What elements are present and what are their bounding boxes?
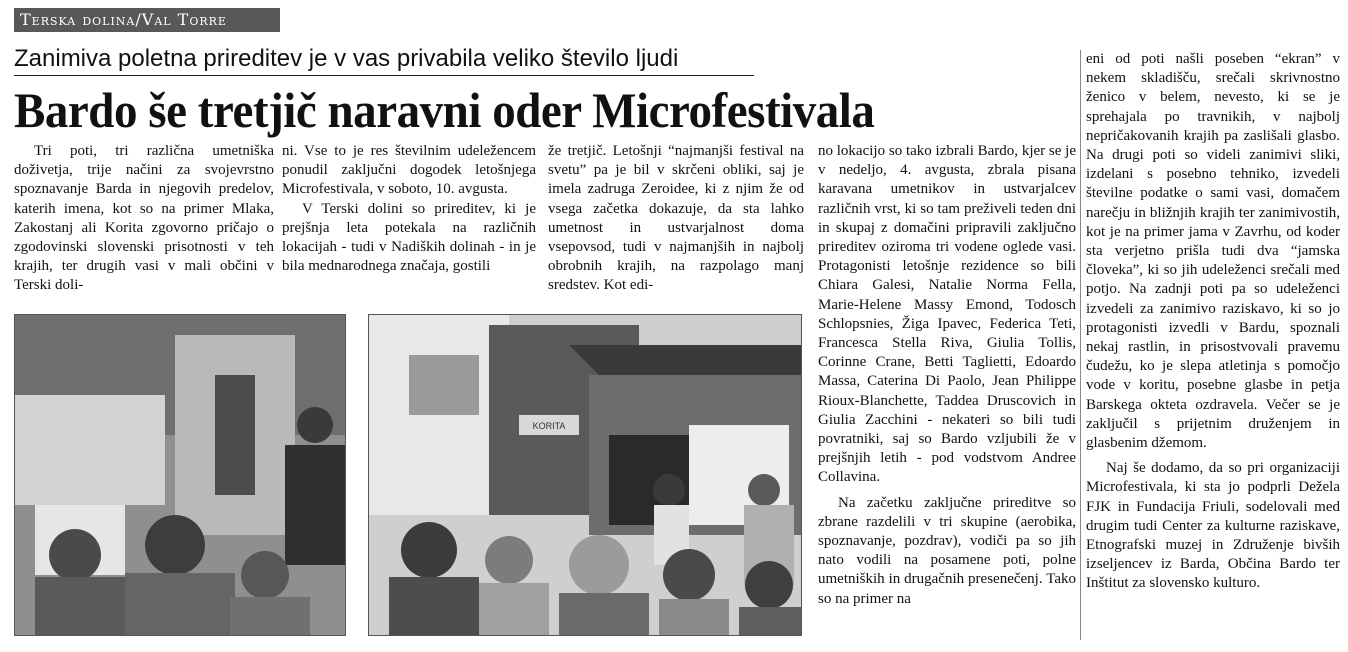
photo-people-indoors-illustration (15, 315, 346, 636)
article-column-2 (282, 142, 536, 294)
article-column-4 (818, 142, 1076, 636)
paragraph: Na začetku zaključne prireditve so zbrane razdelili v tri skupine (aerobika, spoznavanje, pozdrav), vodiči pa so jih nato vodili na posamene poti, polne umetniških in drugačnih presenečenj. Tako so na primer na (818, 494, 1076, 607)
article-column-5 (1086, 50, 1340, 640)
article-headline: Bardo še tretjič naravni oder Microfestivala (14, 82, 875, 138)
article-subhead: Zanimiva poletna prireditev je v vas privabila veliko število ljudi (14, 44, 754, 76)
paragraph: ni. Vse to je res številnim udeležencem ponudil zaključni dogodek letošnjega Microfestivala, v soboto, 10. avgusta. (282, 143, 536, 198)
photo-group-outside-wooden-house (368, 314, 802, 636)
paragraph: V Terski dolini so prireditev, ki je prejšnja leta potekala na različnih lokacijah - tudi v Nadiških dolinah - in je bila mednarodnega značaja, gostili (282, 200, 536, 275)
section-label: Terska dolina/Val Torre (14, 8, 280, 32)
article-column-3 (548, 142, 804, 294)
paragraph: eni od poti našli poseben “ekran” v nekem skladišču, srečali skrivnostno ženico v belem, nevesto, ki se je sprehajala po travnikih, v najbolj nepričakovanih krajih pa zaslišali glasbo. Na drugi poti so videli zanimivi sliki, izdelani s posebno tehniko, izvedeli številne podatke o sami vasi, domačem narečju in bližnjih krajih ter zanimivostih, kot je na primer jama v Zavrhu, od koder sta verjetno prišla tudi dva “jamska človeka”, ki so jih udeleženci srečali med potjo. Na zadnji poti pa so udeleženci izvedeli za zanimivo raziskavo, ki so jo protagonisti izvedli v Bardu, spoznali nekaj rastlin, in prisostvovali pravemu čudežu, ko je slepa atletinja s pomočjo vode v koritu, posebne glasbe in petja Barskega okteta ozdravela. Večer se je zaključil s prijetnim druženjem in glasbenim džemom. (1086, 51, 1340, 452)
paragraph: že tretjič. Letošnji “najmanjši festival na svetu” pa je bil v skrčeni obliki, saj je imela zadruga Zeroidee, ki z njim že od vsega začetka dokazuje, da sta lahko umetnost in ustvarjalnost doma vsepovsod, tudi v najmanjših in najbolj obrobnih krajih, na razpolago manj sredstev. Kot edi- (548, 143, 804, 294)
column-divider (1080, 50, 1081, 640)
paragraph: Naj še dodamo, da so pri organizaciji Microfestivala, ki sta jo podprli Dežela FJK in Fundacija Friuli, sodelovali med drugim tudi Center za kulturne raziskave, Etnografski muzej in Združenje bivših izseljencev iz Barda, Občina Bardo ter Inštitut za slovensko kulturo. (1086, 460, 1340, 592)
photo-group-illustration (369, 315, 802, 636)
paragraph: no lokacijo so tako izbrali Bardo, kjer se je v nedeljo, 4. avgusta, zbrala pisana karavana umetnikov in ustvarjalcev različnih vrst, ki so tam preživeli teden dni in skupaj z domačini pripravili zaključno prireditev oziroma tri vodene oglede vasi. Protagonisti letošnje rezidence so bili Chiara Galesi, Natalie Norma Fella, Marie-Helene Massy Emond, Todosch Schlopsnies, Žiga Ipavec, Federica Teti, Francesca Stella Riva, Giulia Tollis, Corinne Crane, Betti Taglietti, Edoardo Massa, Caterina Di Paolo, Jean Philippe Rioux-Blanchette, Taddea Druscovich in Giulia Zacchini - nekateri so bili tudi povratniki, saj so Bardo vzljubili že v prejšnjih letih - pod vodstvom Andree Collavina. (818, 143, 1076, 486)
korita-sign-text: KORITA (532, 421, 566, 431)
article-column-1 (14, 142, 274, 294)
photo-people-indoors (14, 314, 346, 636)
paragraph: Tri poti, tri različna umetniška doživetja, trije načini za svojevrstno spoznavanje Barda in njegovih predelov, katerih imena, kot so na primer Mlaka, Zakostanj ali Korita zgovorno pričajo o zgodovinski slovenski prisotnosti v teh krajih, ter drugih vasi v mali občini v Terski doli- (14, 143, 274, 294)
